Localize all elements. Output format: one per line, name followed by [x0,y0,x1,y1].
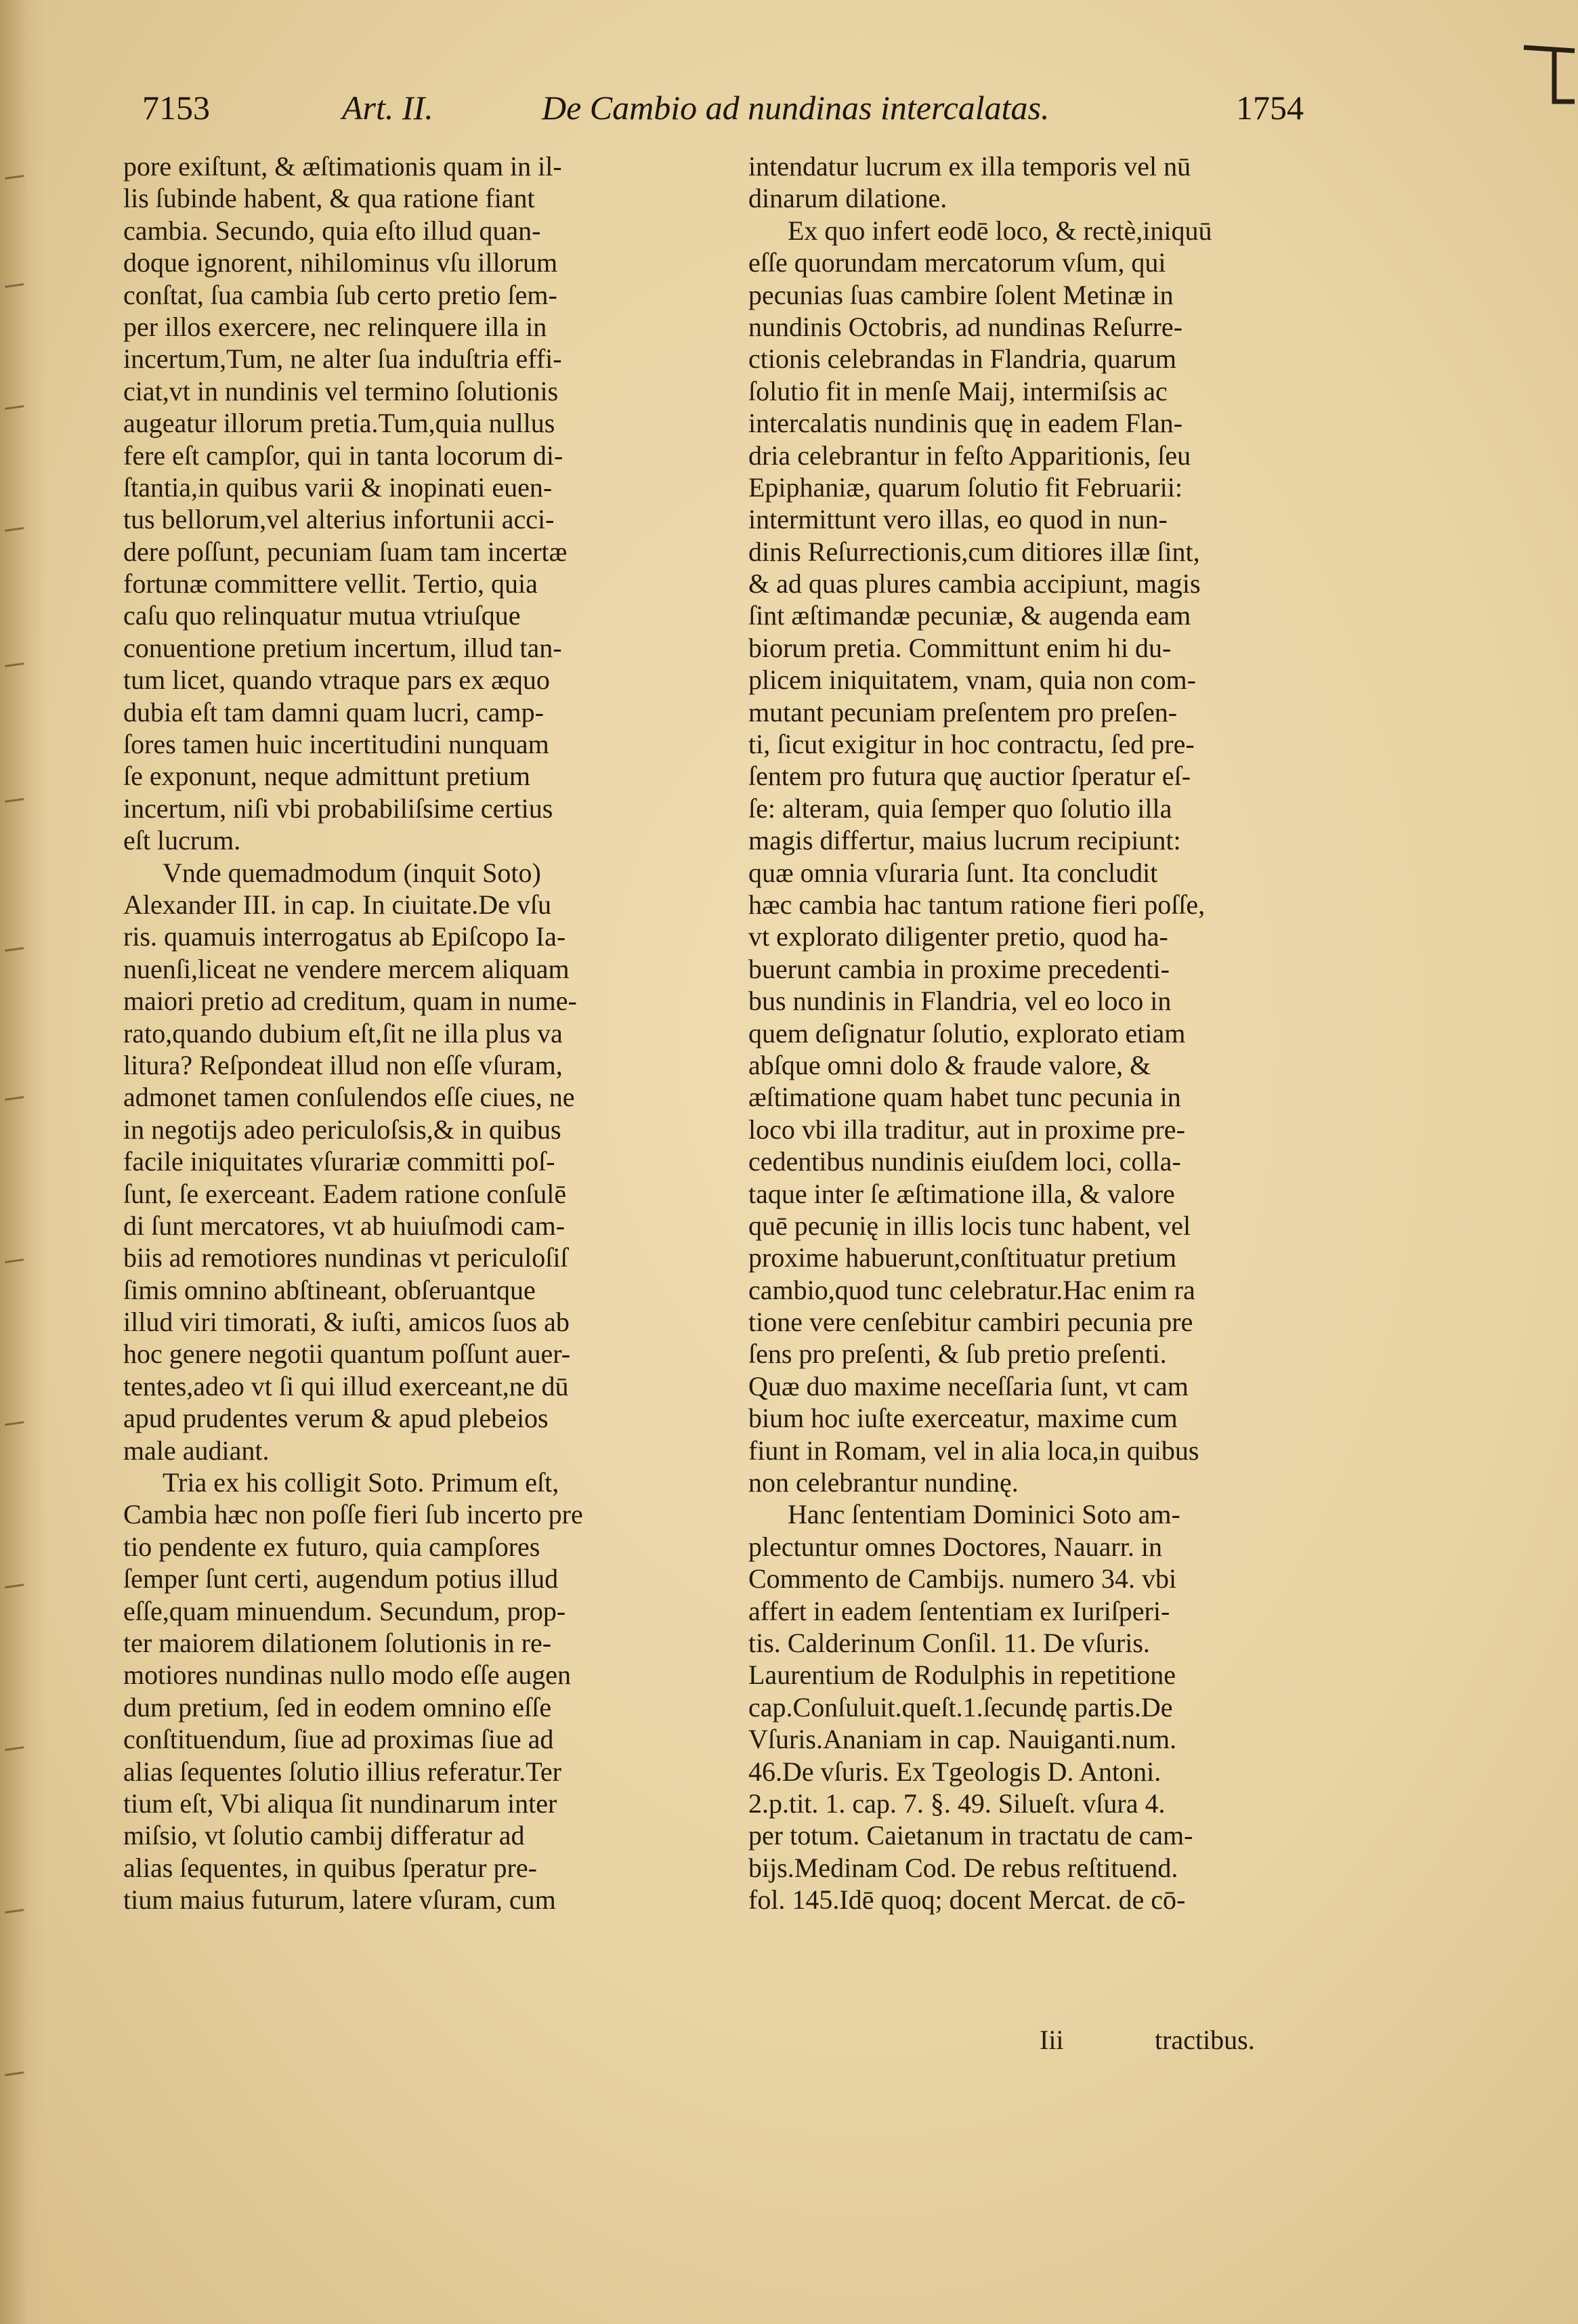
right-column-text-line: quæ omnia vſuraria ſunt. Ita concludit [748,857,1158,888]
left-column-text-line: tum licet, quando vtraque pars ex æquo [123,664,550,696]
gutter-stain [5,2071,25,2083]
left-column-text-line: ciat,vt in nundinis vel termino ſolutionis [123,375,559,406]
gutter-stain [5,283,25,295]
right-column-text-line: taque inter ſe æſtimatione illa, & valore [748,1178,1175,1209]
left-column-text-line: Cambia hæc non poſſe fieri ſub incerto pre [123,1499,583,1530]
right-column-text-line: per totum. Caietanum in tractatu de cam- [748,1820,1193,1851]
right-column-text-line: dinarum dilatione. [748,183,947,214]
right-column-text-line: dinis Reſurrectionis,cum ditiores illæ ſint, [748,536,1200,567]
left-column-text-line: tio pendente ex futuro, quia campſores [123,1531,540,1562]
right-column-text-line: fiunt in Romam, vel in alia loca,in quibus [748,1435,1199,1466]
left-page-number: 7153 [142,89,210,127]
right-page-number: 1754 [1236,89,1304,127]
right-column-text-line: non celebrantur nundinę. [748,1467,1019,1498]
right-column-text-line: quē pecunię in illis locis tunc habent, vel [748,1210,1191,1241]
right-column-text-line: cedentibus nundinis eiuſdem loci, colla- [748,1146,1181,1177]
left-column-text-line: conſtituendum, ſiue ad proximas ſiue ad [123,1724,554,1755]
left-column-text-line: admonet tamen conſulendos eſſe ciues, ne [123,1082,575,1113]
left-column-text-line: tium eſt, Vbi aliqua ſit nundinarum inter [123,1788,557,1819]
right-column-text-line: intercalatis nundinis quę in eadem Flan- [748,408,1182,439]
right-column-text-line: plectuntur omnes Doctores, Nauarr. in [748,1531,1162,1562]
left-column-text-line: per illos exercere, nec relinquere illa in [123,311,547,342]
right-text-column [748,150,1304,1916]
left-column-text-line: ter maiorem dilationem ſolutionis in re- [123,1627,552,1658]
left-column-text-line: ſe exponunt, neque admittunt pretium [123,761,530,792]
left-column-text-line: conuentione pretium incertum, illud tan- [123,632,562,663]
left-column-text-line: motiores nundinas nullo modo eſſe augen [123,1660,571,1691]
right-column-text-line: Commento de Cambijs. numero 34. vbi [748,1563,1177,1594]
right-column-text-line: ctionis celebrandas in Flandria, quarum [748,343,1177,375]
left-column-text-line: alias ſequentes ſolutio illius referatur.Ter [123,1756,561,1787]
right-column-text-line: fol. 145.Idē quoq; docent Mercat. de cō- [748,1884,1186,1916]
right-column-text-line: dria celebrantur in feſto Apparitionis, ſeu [748,440,1191,471]
right-column-text-line: bium hoc iuſte exerceatur, maxime cum [748,1403,1178,1434]
left-column-text-line: dubia eſt tam damni quam lucri, camp- [123,696,544,727]
binding-gutter [0,0,47,2324]
left-column-text-line: lis ſubinde habent, & qua ratione fiant [123,183,535,214]
right-column-text-line: Ex quo infert eodē loco, & rectè,iniquū [788,215,1212,246]
right-column-text-line: nundinis Octobris, ad nundinas Reſurre- [748,311,1182,342]
left-column-text-line: Vnde quemadmodum (inquit Soto) [163,857,541,888]
right-column-text-line: Hanc ſententiam Dominici Soto am- [788,1499,1180,1530]
right-column-text-line: hæc cambia hac tantum ratione fieri poſſe, [748,889,1206,920]
right-column-text-line: cambio,quod tunc celebratur.Hac enim ra [748,1274,1195,1305]
right-column-text-line: bus nundinis in Flandria, vel eo loco in [748,986,1172,1017]
left-column-text-line: cambia. Secundo, quia eſto illud quan- [123,215,541,246]
left-column-text-line: nuenſi,liceat ne vendere mercem aliquam [123,953,570,984]
left-column-text-line: ſemper ſunt certi, augendum potius illud [123,1563,559,1594]
left-column-text-line: ſtantia,in quibus varii & inopinati euen- [123,471,553,503]
gutter-stain [5,1259,25,1270]
left-column-text-line: miſsio, vt ſolutio cambij differatur ad [123,1820,525,1851]
left-column-text-line: rato,quando dubium eſt,ſit ne illa plus va [123,1017,563,1049]
left-column-text-line: ſimis omnino abſtineant, obſeruantque [123,1274,536,1305]
signature-mark: Iii [1040,2025,1064,2055]
right-column-text-line: plicem iniquitatem, vnam, quia non com- [748,664,1196,696]
catchword: tractibus. [1155,2025,1255,2055]
right-column-text-line: Laurentium de Rodulphis in repetitione [748,1660,1176,1691]
right-column-text-line: ſens pro preſenti, & ſub pretio preſenti. [748,1338,1167,1370]
right-column-text-line: Quæ duo maxime neceſſaria ſunt, vt cam [748,1370,1189,1401]
right-column-text-line: mutant pecuniam preſentem pro preſen- [748,696,1178,727]
gutter-stain [5,527,25,538]
left-column-text-line: maiori pretio ad creditum, quam in nume- [123,986,577,1017]
right-column-text-line: biorum pretia. Committunt enim hi du- [748,632,1172,663]
left-column-text-line: augeatur illorum pretia.Tum,quia nullus [123,408,555,439]
right-column-text-line: loco vbi illa traditur, aut in proxime pre- [748,1114,1185,1145]
right-column-text-line: ti, ſicut exigitur in hoc contractu, ſed pre- [748,729,1195,760]
gutter-stain [5,1909,25,1920]
left-column-text-line: tium maius futurum, latere vſuram, cum [123,1884,556,1916]
left-column-text-line: hoc genere negotii quantum poſſunt auer- [123,1338,571,1370]
gutter-stain [5,1584,25,1595]
running-header [139,80,1304,134]
left-column-text-line: litura? Reſpondeat illud non eſſe vſuram, [123,1049,563,1080]
right-column-text-line: vt explorato diligenter pretio, quod ha- [748,921,1168,952]
right-column-text-line: Vſuris.Ananiam in cap. Nauiganti.num. [748,1724,1177,1755]
right-column-text-line: intendatur lucrum ex illa temporis vel nū [748,151,1191,182]
article-label: Art. II. [342,89,433,127]
left-column-text-line: incertum,Tum, ne alter ſua induſtria effi- [123,343,562,375]
right-column-text-line: tis. Calderinum Conſil. 11. De vſuris. [748,1627,1150,1658]
left-column-text-line: ris. quamuis interrogatus ab Epiſcopo Ia- [123,921,566,952]
right-column-text-line: proxime habuerunt,conſtituatur pretium [748,1242,1177,1273]
right-column-text-line: quem deſignatur ſolutio, explorato etiam [748,1017,1186,1049]
gutter-stain [5,1096,25,1107]
right-column-text-line: 2.p.tit. 1. cap. 7. §. 49. Silueſt. vſura 4. [748,1788,1166,1819]
left-column-text-line: dere poſſunt, pecuniam ſuam tam incertæ [123,536,568,567]
left-column-text-line: fere eſt campſor, qui in tanta locorum di- [123,440,563,471]
left-column-text-line: eſt lucrum. [123,825,241,856]
right-column-text-line: tione vere cenſebitur cambiri pecunia pre [748,1307,1193,1338]
left-column-text-line: eſſe,quam minuendum. Secundum, prop- [123,1595,566,1626]
left-column-text-line: in negotijs adeo periculoſsis,& in quibus [123,1114,561,1145]
running-title: De Cambio ad nundinas intercalatas. [542,89,1050,127]
right-column-text-line: 46.De vſuris. Ex Tgeologis D. Antoni. [748,1756,1161,1787]
gutter-stain [5,175,25,186]
corner-ink-mark [1517,27,1578,115]
right-column-text-line: buerunt cambia in proxime precedenti- [748,953,1170,984]
right-column-text-line: ſentem pro futura quę auctior ſperatur eſ- [748,761,1191,792]
right-column-text-line: intermittunt vero illas, eo quod in nun- [748,504,1168,535]
left-column-text-line: ſunt, ſe exerceant. Eadem ratione conſulē [123,1178,567,1209]
left-text-column [123,150,679,1916]
left-column-text-line: tentes,adeo vt ſi qui illud exerceant,ne dū [123,1370,569,1401]
right-column-text-line: Epiphaniæ, quarum ſolutio fit Februarii: [748,471,1183,503]
left-column-text-line: apud prudentes verum & apud plebeios [123,1403,549,1434]
left-column-text-line: illud viri timorati, & iuſti, amicos ſuos ab [123,1307,570,1338]
gutter-stain [5,1421,25,1433]
left-column-text-line: tus bellorum,vel alterius infortunii acci- [123,504,555,535]
left-column-text-line: dum pretium, ſed in eodem omnino eſſe [123,1691,552,1723]
left-column-text-line: di ſunt mercatores, vt ab huiuſmodi cam- [123,1210,566,1241]
right-column-text-line: ſint æſtimandæ pecuniæ, & augenda eam [748,600,1191,631]
right-column-text-line: æſtimatione quam habet tunc pecunia in [748,1082,1181,1113]
left-column-text-line: male audiant. [123,1435,270,1466]
left-column-text-line: fortunæ committere vellit. Tertio, quia [123,568,538,599]
right-column-text-line: pecunias ſuas cambire ſolent Metinæ in [748,279,1174,310]
left-column-text-line: doque ignorent, nihilominus vſu illorum [123,247,558,278]
right-column-text-line: ſolutio fit in menſe Maij, intermiſsis ac [748,375,1168,406]
right-column-text-line: ſe: alteram, quia ſemper quo ſolutio illa [748,793,1172,824]
left-column-text-line: Tria ex his colligit Soto. Primum eſt, [163,1467,559,1498]
right-column-text-line: cap.Conſuluit.queſt.1.ſecundę partis.De [748,1691,1173,1723]
right-column-text-line: bijs.Medinam Cod. De rebus reſtituend. [748,1852,1178,1883]
right-column-text-line: eſſe quorundam mercatorum vſum, qui [748,247,1166,278]
left-column-text-line: Alexander III. in cap. In ciuitate.De vſu [123,889,551,920]
left-column-text-line: incertum, niſi vbi probabiliſsime certius [123,793,553,824]
right-column-text-line: & ad quas plures cambia accipiunt, magis [748,568,1201,599]
right-column-text-line: abſque omni dolo & fraude valore, & [748,1049,1151,1080]
left-column-text-line: facile iniquitates vſurariæ committi poſ- [123,1146,555,1177]
right-column-text-line: affert in eadem ſententiam ex Iuriſperi- [748,1595,1170,1626]
gutter-stain [5,947,25,958]
left-column-text-line: biis ad remotiores nundinas vt periculoſiſ [123,1242,568,1273]
gutter-stain [5,798,25,809]
left-column-text-line: caſu quo relinquatur mutua vtriuſque [123,600,521,631]
gutter-stain [5,405,25,417]
left-column-text-line: ſores tamen huic incertitudini nunquam [123,729,549,760]
gutter-stain [5,662,25,674]
left-column-text-line: conſtat, ſua cambia ſub certo pretio ſem- [123,279,557,310]
left-column-text-line: alias ſequentes, in quibus ſperatur pre- [123,1852,537,1883]
left-column-text-line: pore exiſtunt, & æſtimationis quam in il- [123,151,562,182]
gutter-stain [5,1746,25,1758]
right-column-text-line: magis differtur, maius lucrum recipiunt: [748,825,1181,856]
